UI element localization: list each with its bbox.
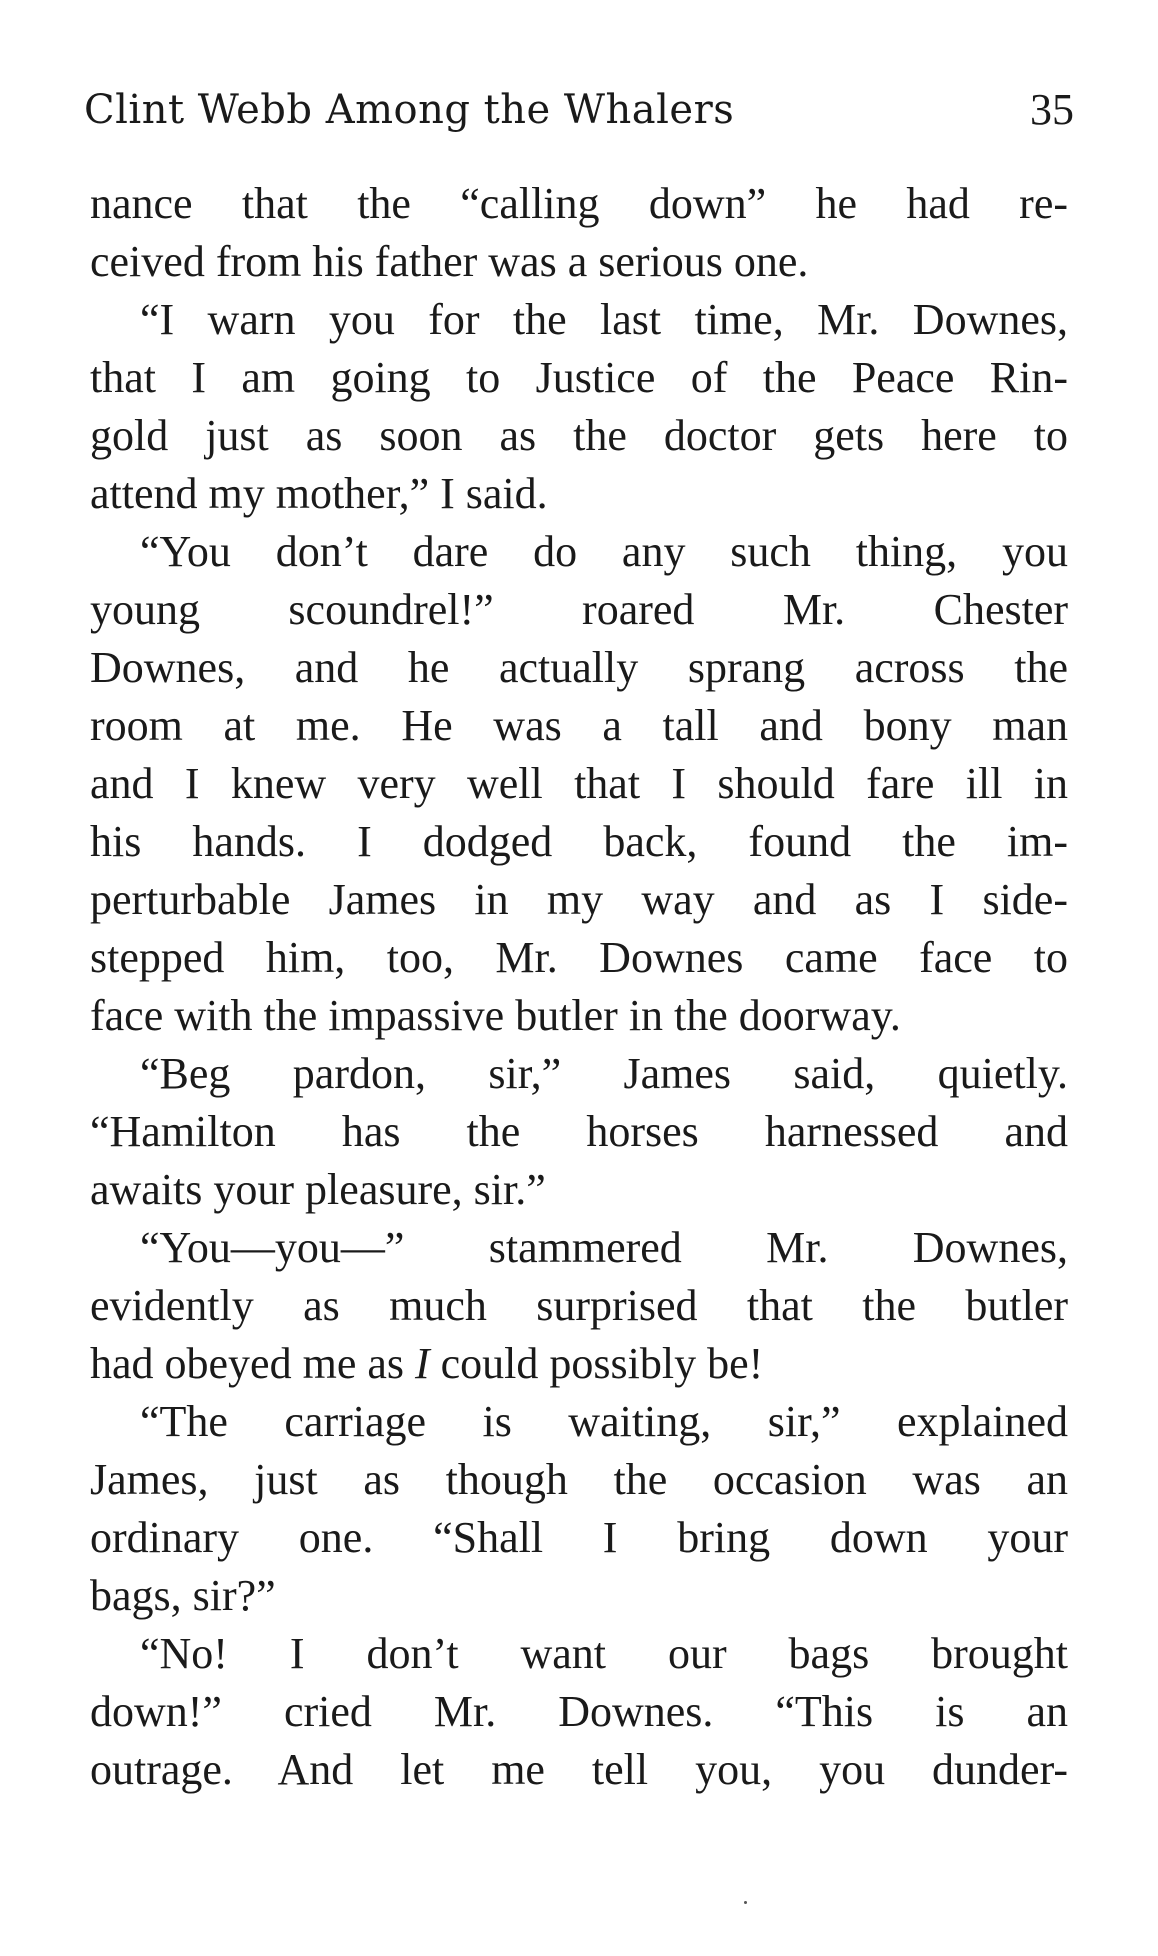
page-number: 35 <box>1030 85 1074 134</box>
text-line: “The carriage is waiting, sir,” explained <box>140 1397 1068 1446</box>
text-line: awaits your pleasure, sir.” <box>90 1165 546 1214</box>
running-head-title: Clint Webb Among the Whalers <box>84 87 735 133</box>
body-text <box>90 175 1068 1799</box>
text-line: attend my mother,” I said. <box>90 469 548 518</box>
text-line: ceived from his father was a serious one. <box>90 237 809 286</box>
text-segment: had obeyed me as <box>90 1339 415 1388</box>
text-line: James, just as though the occasion was an <box>90 1455 1068 1504</box>
text-line: “I warn you for the last time, Mr. Downes, <box>140 295 1068 344</box>
text-line: and I knew very well that I should fare ill in <box>90 759 1068 808</box>
text-line: outrage. And let me tell you, you dunder- <box>90 1745 1068 1794</box>
text-line: “Beg pardon, sir,” James said, quietly. <box>140 1049 1068 1098</box>
text-line: ordinary one. “Shall I bring down your <box>90 1513 1068 1562</box>
text-line: that I am going to Justice of the Peace Rin- <box>90 353 1068 402</box>
text-line: “Hamilton has the horses harnessed and <box>90 1107 1068 1156</box>
text-line: stepped him, too, Mr. Downes came face to <box>90 933 1068 982</box>
text-line: room at me. He was a tall and bony man <box>90 701 1068 750</box>
text-line: young scoundrel!” roared Mr. Chester <box>90 585 1068 634</box>
text-line-with-italic <box>90 1335 1068 1393</box>
print-speck <box>744 1901 747 1904</box>
text-line: evidently as much surprised that the butler <box>90 1281 1068 1330</box>
text-line: “You don’t dare do any such thing, you <box>140 527 1068 576</box>
text-line: Downes, and he actually sprang across the <box>90 643 1068 692</box>
text-line: bags, sir?” <box>90 1571 276 1620</box>
text-line: perturbable James in my way and as I side- <box>90 875 1068 924</box>
text-segment: could possibly be! <box>429 1339 764 1388</box>
text-line: gold just as soon as the doctor gets here to <box>90 411 1068 460</box>
text-line: down!” cried Mr. Downes. “This is an <box>90 1687 1068 1736</box>
text-line: “No! I don’t want our bags brought <box>140 1629 1068 1678</box>
text-line: his hands. I dodged back, found the im- <box>90 817 1068 866</box>
text-line: “You—you—” stammered Mr. Downes, <box>140 1223 1068 1272</box>
text-line: face with the impassive butler in the doorway. <box>90 991 901 1040</box>
running-head <box>84 80 1074 140</box>
text-line: nance that the “calling down” he had re- <box>90 179 1068 228</box>
italic-word: I <box>415 1339 430 1388</box>
